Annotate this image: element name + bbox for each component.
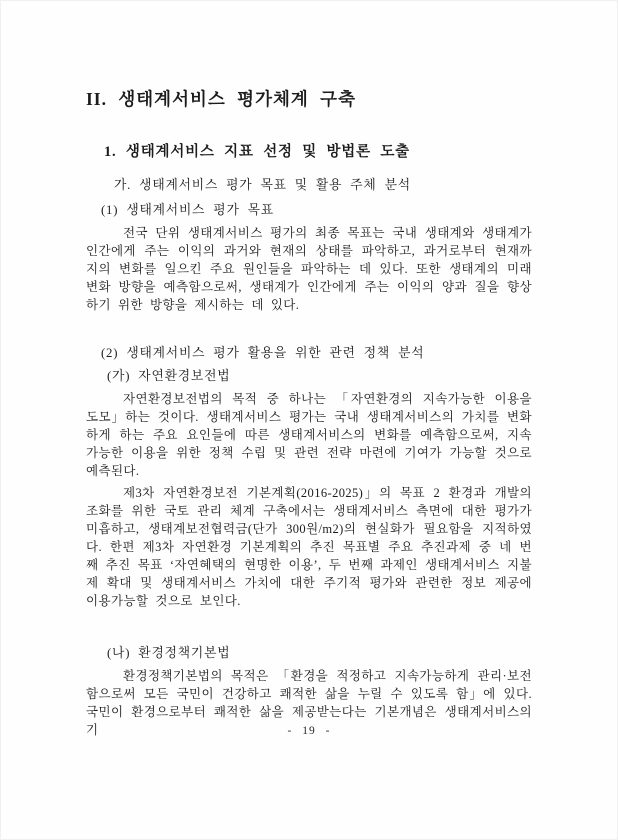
clause-2-na-heading: (나) 환경정책기본법 <box>107 646 231 661</box>
page-content <box>1 1 617 739</box>
chapter-title: II. 생태계서비스 평가체계 구축 <box>86 89 356 109</box>
page-number: - 19 - <box>287 725 331 737</box>
clause-2-ga-heading: (가) 자연환경보전법 <box>107 369 231 384</box>
clause-1-heading: (1) 생태계서비스 평가 목표 <box>101 203 274 218</box>
section-spacer <box>86 314 532 346</box>
clause-2-ga-paragraph-2: 제3차 자연환경보전 기본계획(2016-2025)」의 목표 2 환경과 개발의 조화를 위한 국토 관리 체계 구축에서는 생태계서비스 측면에 대한 평가가 미흡하고, 생태계보전협력금(단가 300원/m2)의 현실화가 필요함을 지적하였다. 한편 제3차 자연환경 기본계획의 추진 목표별 주요 추진과제 중 네 번째 추진 목표 ‘자연혜택의 현명한 이용’, 두 번째 과제인 생태계서비스 지불제 확대 및 생태계서비스 가치에 대한 주기적 평가와 관련한 정보 제공에 이용가능할 것으로 보인다. <box>86 486 532 609</box>
subsection-ga-heading: 가. 생태계서비스 평가 목표 및 활용 주체 분석 <box>114 178 411 193</box>
clause-1-paragraph: 전국 단위 생태계서비스 평가의 최종 목표는 국내 생태계와 생태계가 인간에게 주는 이익의 과거와 현재의 상태를 파악하고, 과거로부터 현재까지의 변화를 일으킨 주요 원인들을 파악하는 데 있다. 또한 생태계의 미래 변화 방향을 예측함으로써, 생태계가 인간에게 주는 이익의 양과 질을 향상하기 위한 방향을 제시하는 데 있다. <box>86 226 532 313</box>
section-spacer <box>86 610 532 646</box>
clause-2-na-paragraph: 환경정책기본법의 목적은 「환경을 적정하고 지속가능하게 관리·보전함으로써 모든 국민이 건강하고 쾌적한 삶을 누릴 수 있도록 함」에 있다. 국민이 환경으로부터 쾌적한 삶을 제공받는다는 기본개념은 생태계서비스의 기 <box>86 669 532 738</box>
section-heading: 1. 생태계서비스 지표 선정 및 방법론 도출 <box>104 144 410 160</box>
clause-2-ga-paragraph-1: 자연환경보전법의 목적 중 하나는 「자연환경의 지속가능한 이용을 도모」하는 것이다. 생태계서비스 평가는 국내 생태계서비스의 가치를 변화하게 하는 주요 요인들에 따른 생태계서비스의 변화를 예측함으로써, 지속가능한 이용을 위한 정책 수립 및 관련 전략 마련에 기여가 가능할 것으로 예측된다. <box>86 392 532 479</box>
clause-2-heading: (2) 생태계서비스 평가 활용을 위한 관련 정책 분석 <box>101 346 425 361</box>
